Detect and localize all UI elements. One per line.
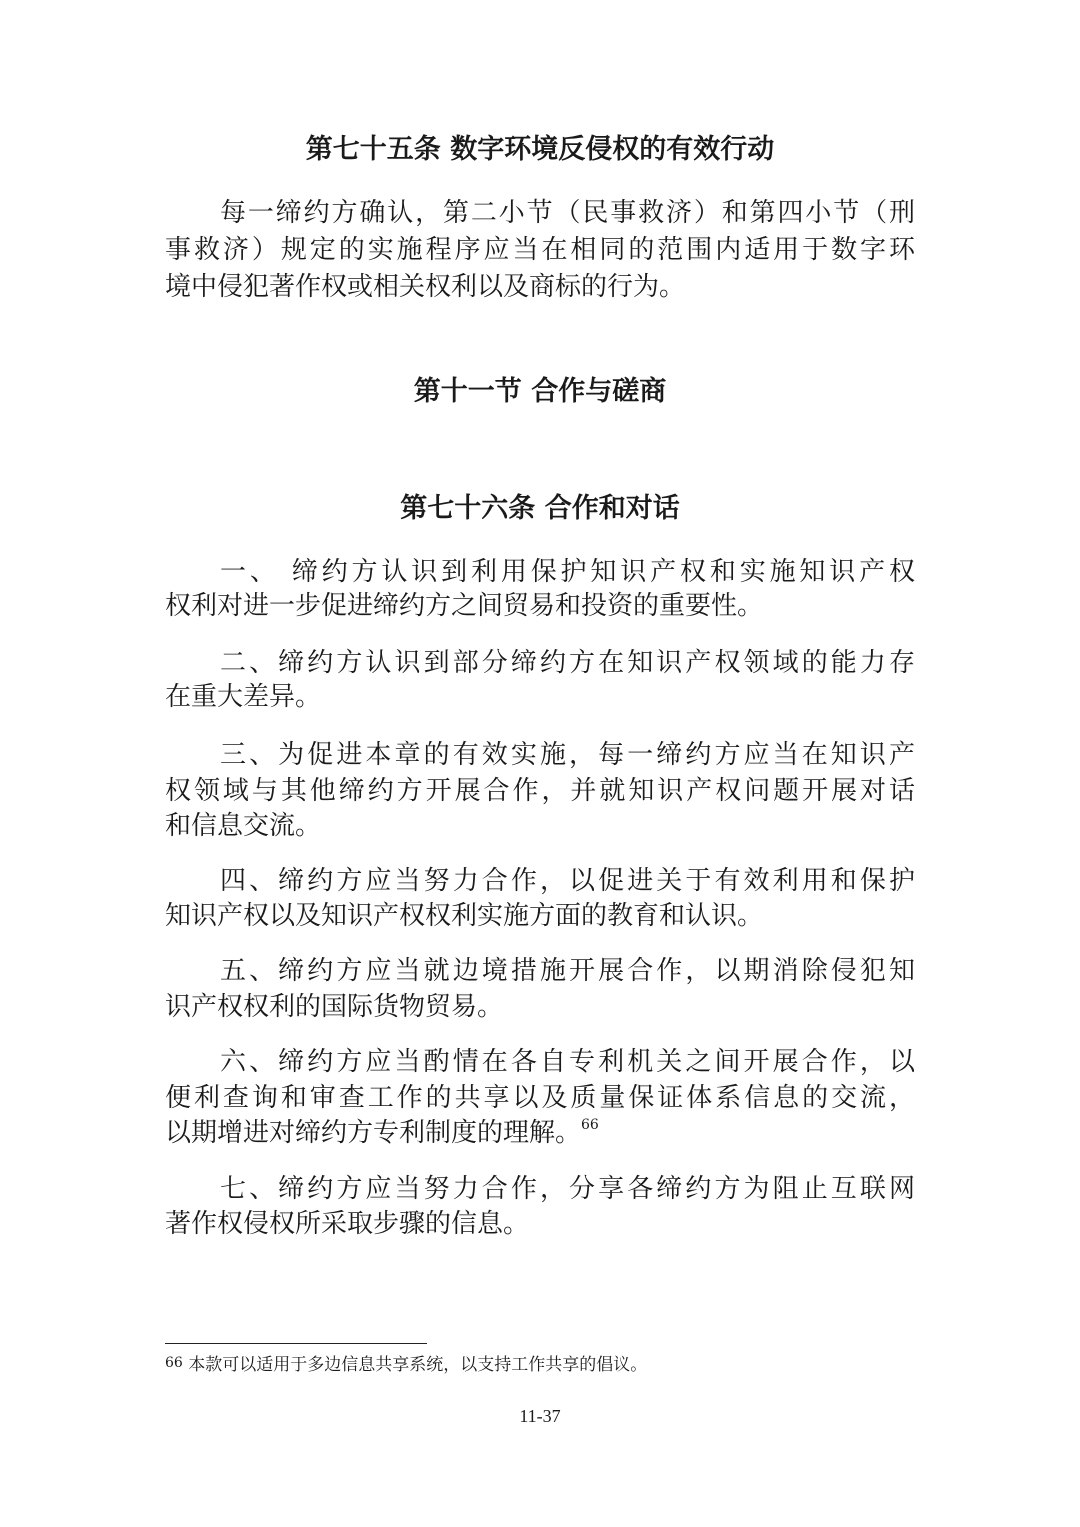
page-number: 11-37	[519, 1406, 561, 1426]
footnote-divider	[165, 1343, 427, 1344]
footnote-text: 本款可以适用于多边信息共享系统，以支持工作共享的倡议。	[188, 1355, 648, 1375]
text-line	[220, 1044, 915, 1080]
text-line-content: 和信息交流。	[165, 811, 322, 841]
footnote-reference[interactable]: 66	[581, 1117, 599, 1133]
article-75-title: 第七十五条 数字环境反侵权的有效行动	[305, 134, 775, 165]
text-line	[165, 588, 915, 624]
text-line	[220, 863, 915, 899]
text-line-content: 七、缔约方应当努力合作，分享各缔约方为阻止互联网	[220, 1174, 915, 1204]
text-line	[165, 1115, 915, 1151]
text-line	[165, 898, 915, 934]
text-line	[220, 1171, 915, 1207]
text-line-content: 二、缔约方认识到部分缔约方在知识产权领域的能力存	[220, 648, 915, 678]
text-line	[220, 953, 915, 989]
text-line-content: 知识产权以及知识产权权利实施方面的教育和认识。	[165, 901, 764, 931]
text-line: 境中侵犯著作权或相关权利以及商标的行为。	[165, 272, 686, 302]
text-line	[165, 679, 915, 715]
text-line-content: 便利查询和审查工作的共享以及质量保证体系信息的交流，	[165, 1083, 915, 1113]
section-11-title: 第十一节 合作与磋商	[413, 376, 667, 407]
text-line	[165, 773, 915, 809]
text-line-content: 五、缔约方应当就边境措施开展合作，以期消除侵犯知	[220, 956, 915, 986]
text-line-content: 在重大差异。	[165, 682, 322, 712]
text-line-content: 以期增进对缔约方专利制度的理解。	[165, 1118, 582, 1148]
text-line	[220, 645, 915, 681]
text-line: 事救济）规定的实施程序应当在相同的范围内适用于数字环	[165, 235, 915, 265]
text-line-content: 著作权侵权所采取步骤的信息。	[165, 1209, 530, 1239]
text-line	[165, 808, 915, 844]
text-line-content: 权利对进一步促进缔约方之间贸易和投资的重要性。	[165, 591, 764, 621]
article-76-title: 第七十六条 合作和对话	[400, 493, 680, 524]
text-line-content: 权领域与其他缔约方开展合作，并就知识产权问题开展对话	[165, 776, 915, 806]
text-line-content: 四、缔约方应当努力合作，以促进关于有效利用和保护	[220, 866, 915, 896]
text-line-content: 识产权权利的国际货物贸易。	[165, 992, 504, 1022]
text-line	[220, 554, 915, 590]
text-line	[165, 1206, 915, 1242]
text-line-content: 一、 缔约方认识到利用保护知识产权和实施知识产权	[220, 557, 915, 587]
text-line-content: 三、为促进本章的有效实施，每一缔约方应当在知识产	[220, 740, 915, 770]
text-line	[165, 1080, 915, 1116]
text-line	[165, 989, 915, 1025]
text-line-content: 六、缔约方应当酌情在各自专利机关之间开展合作，以	[220, 1047, 915, 1077]
footnote-number: 66	[165, 1355, 183, 1371]
text-line	[220, 737, 915, 773]
text-line: 每一缔约方确认，第二小节（民事救济）和第四小节（刑	[220, 198, 915, 228]
footnote	[165, 1353, 647, 1377]
